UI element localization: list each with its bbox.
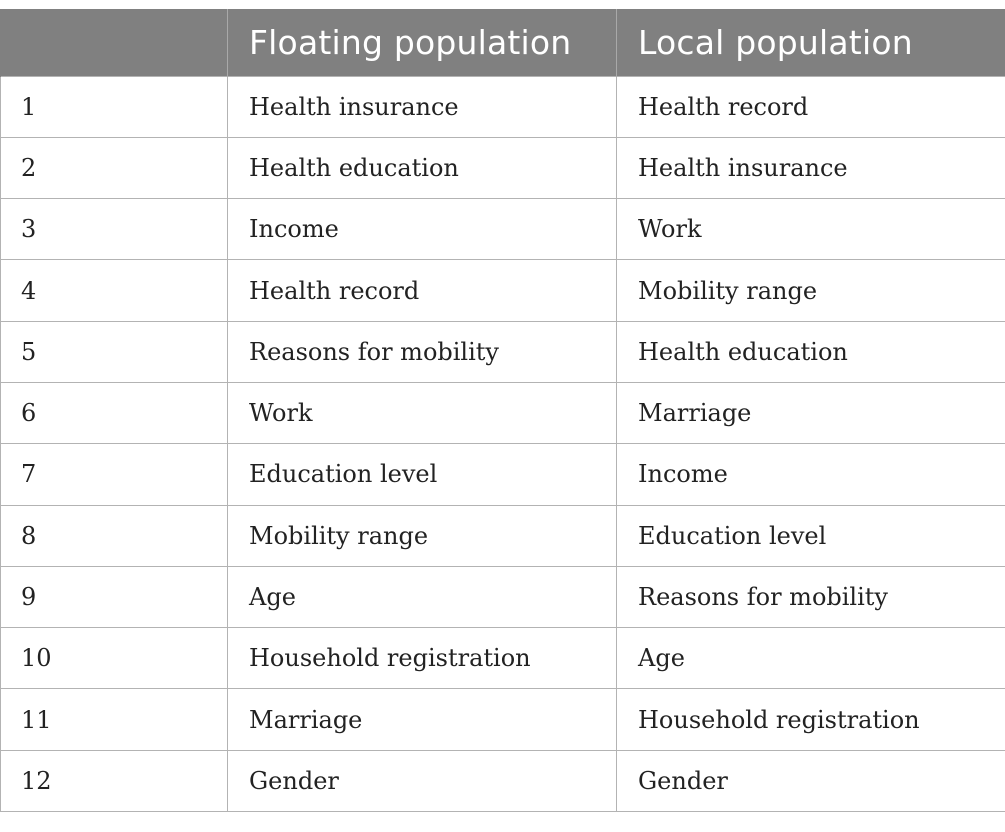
table-row <box>1 321 1005 382</box>
local-cell: Education level <box>617 505 1005 566</box>
rank-cell: 7 <box>1 444 228 505</box>
table-row <box>1 628 1005 689</box>
local-cell: Health education <box>617 321 1005 382</box>
table-body <box>1 76 1005 812</box>
rank-cell: 1 <box>1 76 228 137</box>
header-row <box>1 9 1005 76</box>
rank-cell: 3 <box>1 199 228 260</box>
floating-cell: Household registration <box>228 628 617 689</box>
floating-cell: Income <box>228 199 617 260</box>
rank-cell: 9 <box>1 566 228 627</box>
floating-cell: Health insurance <box>228 76 617 137</box>
local-cell: Marriage <box>617 382 1005 443</box>
floating-cell: Work <box>228 382 617 443</box>
local-cell: Mobility range <box>617 260 1005 321</box>
floating-cell: Gender <box>228 750 617 811</box>
ranking-table <box>0 9 1005 812</box>
table-row <box>1 199 1005 260</box>
table-header <box>1 9 1005 76</box>
table-row <box>1 566 1005 627</box>
floating-cell: Health record <box>228 260 617 321</box>
table-row <box>1 260 1005 321</box>
rank-cell: 11 <box>1 689 228 750</box>
header-local-population: Local population <box>617 9 1005 76</box>
rank-cell: 4 <box>1 260 228 321</box>
rank-cell: 8 <box>1 505 228 566</box>
table-row <box>1 750 1005 811</box>
header-floating-population: Floating population <box>228 9 617 76</box>
local-cell: Health record <box>617 76 1005 137</box>
table-row <box>1 444 1005 505</box>
rank-cell: 5 <box>1 321 228 382</box>
local-cell: Health insurance <box>617 137 1005 198</box>
table-row <box>1 76 1005 137</box>
floating-cell: Education level <box>228 444 617 505</box>
table-row <box>1 689 1005 750</box>
rank-cell: 12 <box>1 750 228 811</box>
floating-cell: Health education <box>228 137 617 198</box>
local-cell: Income <box>617 444 1005 505</box>
header-rank <box>1 9 228 76</box>
rank-cell: 6 <box>1 382 228 443</box>
table-row <box>1 382 1005 443</box>
local-cell: Age <box>617 628 1005 689</box>
floating-cell: Reasons for mobility <box>228 321 617 382</box>
rank-cell: 10 <box>1 628 228 689</box>
floating-cell: Mobility range <box>228 505 617 566</box>
floating-cell: Marriage <box>228 689 617 750</box>
table-row <box>1 505 1005 566</box>
table-row <box>1 137 1005 198</box>
floating-cell: Age <box>228 566 617 627</box>
local-cell: Reasons for mobility <box>617 566 1005 627</box>
local-cell: Household registration <box>617 689 1005 750</box>
local-cell: Gender <box>617 750 1005 811</box>
rank-cell: 2 <box>1 137 228 198</box>
local-cell: Work <box>617 199 1005 260</box>
ranking-table-container <box>0 9 1005 812</box>
